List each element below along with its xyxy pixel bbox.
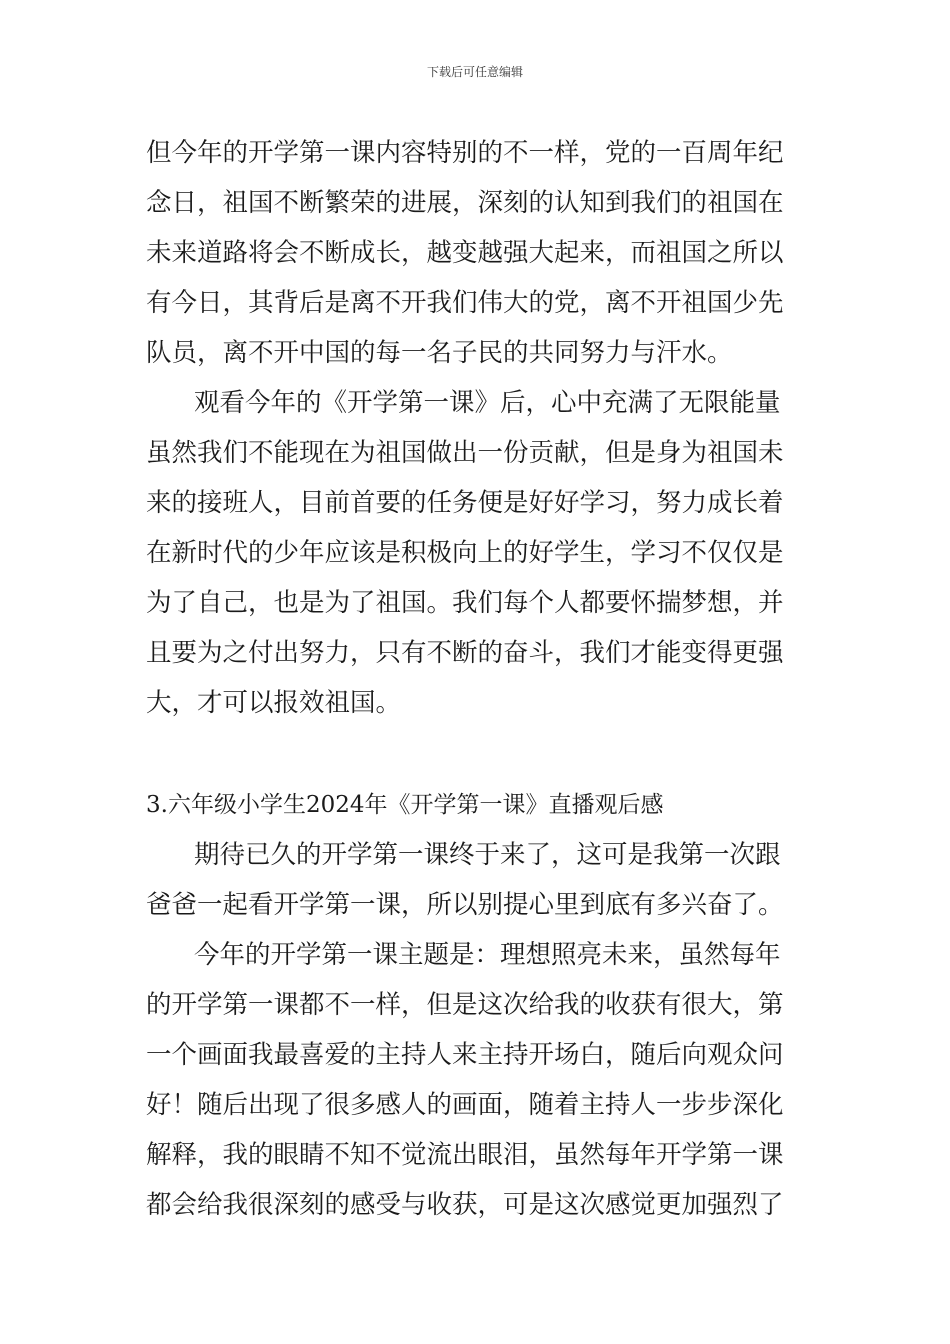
text-line: 一个画面我最喜爱的主持人来主持开场白，随后向观众问	[146, 1040, 784, 1070]
paragraph-2	[146, 378, 811, 728]
text-line: 的开学第一课都不一样，但是这次给我的收获有很大，第	[146, 990, 784, 1020]
document-body	[146, 128, 811, 1230]
text-line: 观看今年的《开学第一课》后，心中充满了无限能量	[194, 388, 781, 418]
paragraph-1	[146, 128, 811, 378]
text-line: 但今年的开学第一课内容特别的不一样，党的一百周年纪	[146, 138, 784, 168]
text-line: 来的接班人，目前首要的任务便是好好学习，努力成长着	[146, 488, 784, 518]
section-3-paragraph-1	[146, 830, 811, 930]
text-line: 在新时代的少年应该是积极向上的好学生，学习不仅仅是	[146, 538, 784, 568]
text-line: 且要为之付出努力，只有不断的奋斗，我们才能变得更强	[146, 638, 784, 668]
text-line: 念日，祖国不断繁荣的进展，深刻的认知到我们的祖国在	[146, 188, 784, 218]
text-line: 都会给我很深刻的感受与收获，可是这次感觉更加强烈了	[146, 1190, 784, 1220]
section-3-paragraph-2	[146, 930, 811, 1230]
text-line: 有今日，其背后是离不开我们伟大的党，离不开祖国少先	[146, 288, 784, 318]
text-line: 解释，我的眼睛不知不觉流出眼泪，虽然每年开学第一课	[146, 1140, 784, 1170]
text-line: 好！随后出现了很多感人的画面，随着主持人一步步深化	[146, 1090, 784, 1120]
section-spacer	[146, 728, 811, 780]
page-header-note: 下载后可任意编辑	[426, 65, 523, 79]
section-3-heading: 3.六年级小学生2024年《开学第一课》直播观后感	[146, 792, 664, 818]
text-line: 爸爸一起看开学第一课，所以别提心里到底有多兴奋了。	[146, 890, 784, 920]
text-line: 为了自己，也是为了祖国。我们每个人都要怀揣梦想，并	[146, 588, 784, 618]
text-line: 虽然我们不能现在为祖国做出一份贡献，但是身为祖国未	[146, 438, 784, 468]
text-line: 期待已久的开学第一课终于来了，这可是我第一次跟	[194, 840, 781, 870]
text-line: 今年的开学第一课主题是：理想照亮未来，虽然每年	[194, 940, 781, 970]
text-line: 大，才可以报效祖国。	[146, 688, 402, 718]
text-line: 未来道路将会不断成长，越变越强大起来，而祖国之所以	[146, 238, 784, 268]
text-line: 队员，离不开中国的每一名子民的共同努力与汗水。	[146, 338, 733, 368]
